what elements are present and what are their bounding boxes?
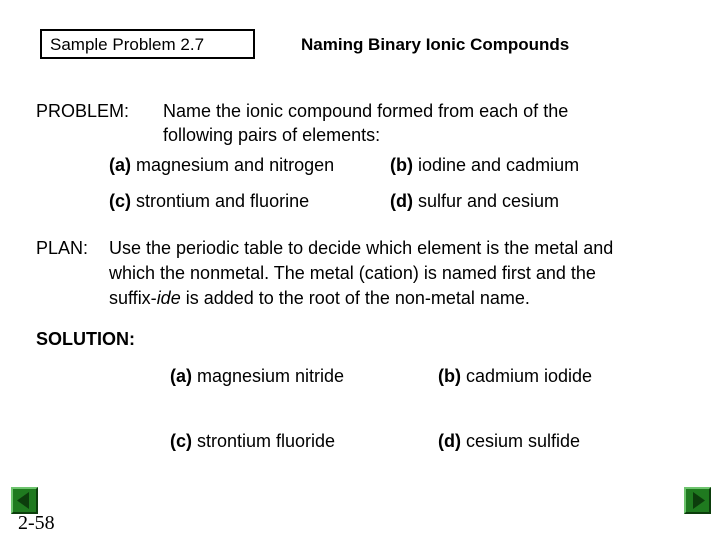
- problem-label: PROBLEM:: [36, 101, 130, 121]
- element-pair-b: [390, 155, 579, 176]
- pair-text: strontium and fluorine: [131, 191, 310, 211]
- plan-text-line-3: [109, 288, 530, 309]
- slide-number: 2-58: [18, 512, 55, 534]
- suffix-ide: ide: [156, 288, 181, 308]
- answer-text: strontium fluoride: [192, 431, 336, 451]
- slide-title: Naming Binary Ionic Compounds: [301, 35, 570, 54]
- element-pair-c: [109, 191, 309, 212]
- plan-text-line-1: Use the periodic table to decide which element is the metal and: [109, 238, 614, 258]
- answer-text: cadmium iodide: [460, 366, 593, 386]
- pair-letter: (b): [390, 155, 413, 175]
- pair-letter: (d): [390, 191, 413, 211]
- answer-letter: (d): [438, 431, 461, 451]
- plan-label: PLAN:: [36, 238, 89, 258]
- plan-line3-start: suffix-: [109, 288, 157, 308]
- problem-text-line-1: Name the ionic compound formed from each of the: [163, 101, 569, 121]
- answer-d: [438, 431, 580, 452]
- sample-problem-label: Sample Problem 2.7: [50, 35, 205, 54]
- answer-a: [170, 366, 344, 387]
- answer-text: magnesium nitride: [192, 366, 345, 386]
- triangle-right-icon: [686, 489, 709, 512]
- answer-letter: (b): [438, 366, 461, 386]
- plan-line3-end: is added to the root of the non-metal name.: [180, 288, 530, 308]
- answer-c: [170, 431, 335, 452]
- answer-text: cesium sulfide: [460, 431, 581, 451]
- problem-text-line-2: following pairs of elements:: [163, 125, 381, 145]
- answer-letter: (c): [170, 431, 192, 451]
- next-slide-button[interactable]: [684, 487, 711, 514]
- plan-text-line-2: which the nonmetal. The metal (cation) is named first and the: [109, 263, 596, 283]
- element-pair-d: [390, 191, 559, 212]
- element-pair-a: [109, 155, 334, 176]
- pair-text: iodine and cadmium: [412, 155, 580, 175]
- pair-text: magnesium and nitrogen: [131, 155, 335, 175]
- answer-b: [438, 366, 592, 387]
- answer-letter: (a): [170, 366, 192, 386]
- pair-letter: (c): [109, 191, 131, 211]
- triangle-left-icon: [13, 489, 36, 512]
- pair-text: sulfur and cesium: [412, 191, 560, 211]
- solution-label: SOLUTION:: [36, 329, 135, 349]
- pair-letter: (a): [109, 155, 131, 175]
- previous-slide-button[interactable]: [11, 487, 38, 514]
